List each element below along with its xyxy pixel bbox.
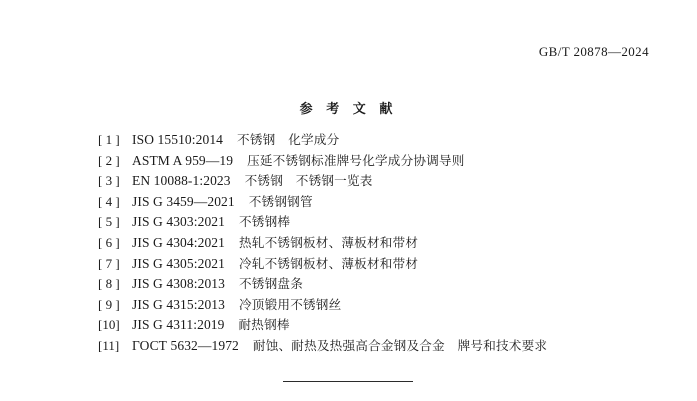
reference-number: [ 1 ] <box>98 132 120 147</box>
list-item <box>98 151 658 172</box>
list-item <box>98 336 658 357</box>
reference-code: JIS G 4315:2013 <box>132 296 226 312</box>
reference-number: [10] <box>98 317 120 333</box>
reference-code: JIS G 4308:2013 <box>132 276 226 292</box>
reference-number: [ 4 ] <box>98 193 120 209</box>
reference-description: 压延不锈钢标准牌号化学成分协调导则 <box>247 153 465 168</box>
reference-description: 不锈钢 不锈钢一览表 <box>244 174 373 189</box>
list-item <box>98 192 658 213</box>
reference-code: JIS G 4304:2021 <box>132 234 226 250</box>
reference-code: ISO 15510:2014 <box>132 132 224 147</box>
reference-code: JIS G 3459—2021 <box>132 193 235 209</box>
page-header-standard-number: GB/T 20878—2024 <box>538 44 649 59</box>
list-item <box>98 233 658 254</box>
list-item <box>98 254 658 275</box>
reference-description: 耐蚀、耐热及热强高合金钢及合金 牌号和技术要求 <box>252 338 548 353</box>
footer-divider <box>283 381 413 382</box>
reference-code: JIS G 4305:2021 <box>132 255 226 271</box>
reference-code: EN 10088-1:2023 <box>132 173 231 189</box>
list-item <box>98 212 658 233</box>
list-item <box>98 171 658 192</box>
reference-description: 耐热钢棒 <box>238 318 290 333</box>
list-item <box>98 130 658 151</box>
reference-description: 热轧不锈钢板材、薄板材和带材 <box>239 235 419 250</box>
list-item <box>98 295 658 316</box>
reference-description: 冷顶锻用不锈钢丝 <box>239 297 342 312</box>
list-item <box>98 274 658 295</box>
reference-number: [11] <box>98 337 120 353</box>
reference-number: [ 8 ] <box>98 276 120 292</box>
reference-number: [ 2 ] <box>98 152 120 168</box>
reference-code: JIS G 4303:2021 <box>132 214 226 230</box>
reference-description: 不锈钢棒 <box>239 215 291 230</box>
reference-number: [ 7 ] <box>98 255 120 271</box>
reference-number: [ 5 ] <box>98 214 120 230</box>
reference-description: 不锈钢钢管 <box>248 194 313 209</box>
reference-description: 冷轧不锈钢板材、薄板材和带材 <box>239 256 419 271</box>
reference-number: [ 3 ] <box>98 173 120 189</box>
reference-code: ASTM A 959—19 <box>132 152 234 168</box>
reference-list <box>98 130 658 357</box>
reference-description: 不锈钢 化学成分 <box>237 133 340 147</box>
list-item <box>98 315 658 336</box>
reference-code: JIS G 4311:2019 <box>132 317 225 333</box>
reference-description: 不锈钢盘条 <box>239 277 303 292</box>
reference-number: [ 9 ] <box>98 296 120 312</box>
page-title: 参 考 文 献 <box>299 101 398 116</box>
reference-number: [ 6 ] <box>98 234 120 250</box>
reference-code: ГОСТ 5632—1972 <box>132 337 239 353</box>
